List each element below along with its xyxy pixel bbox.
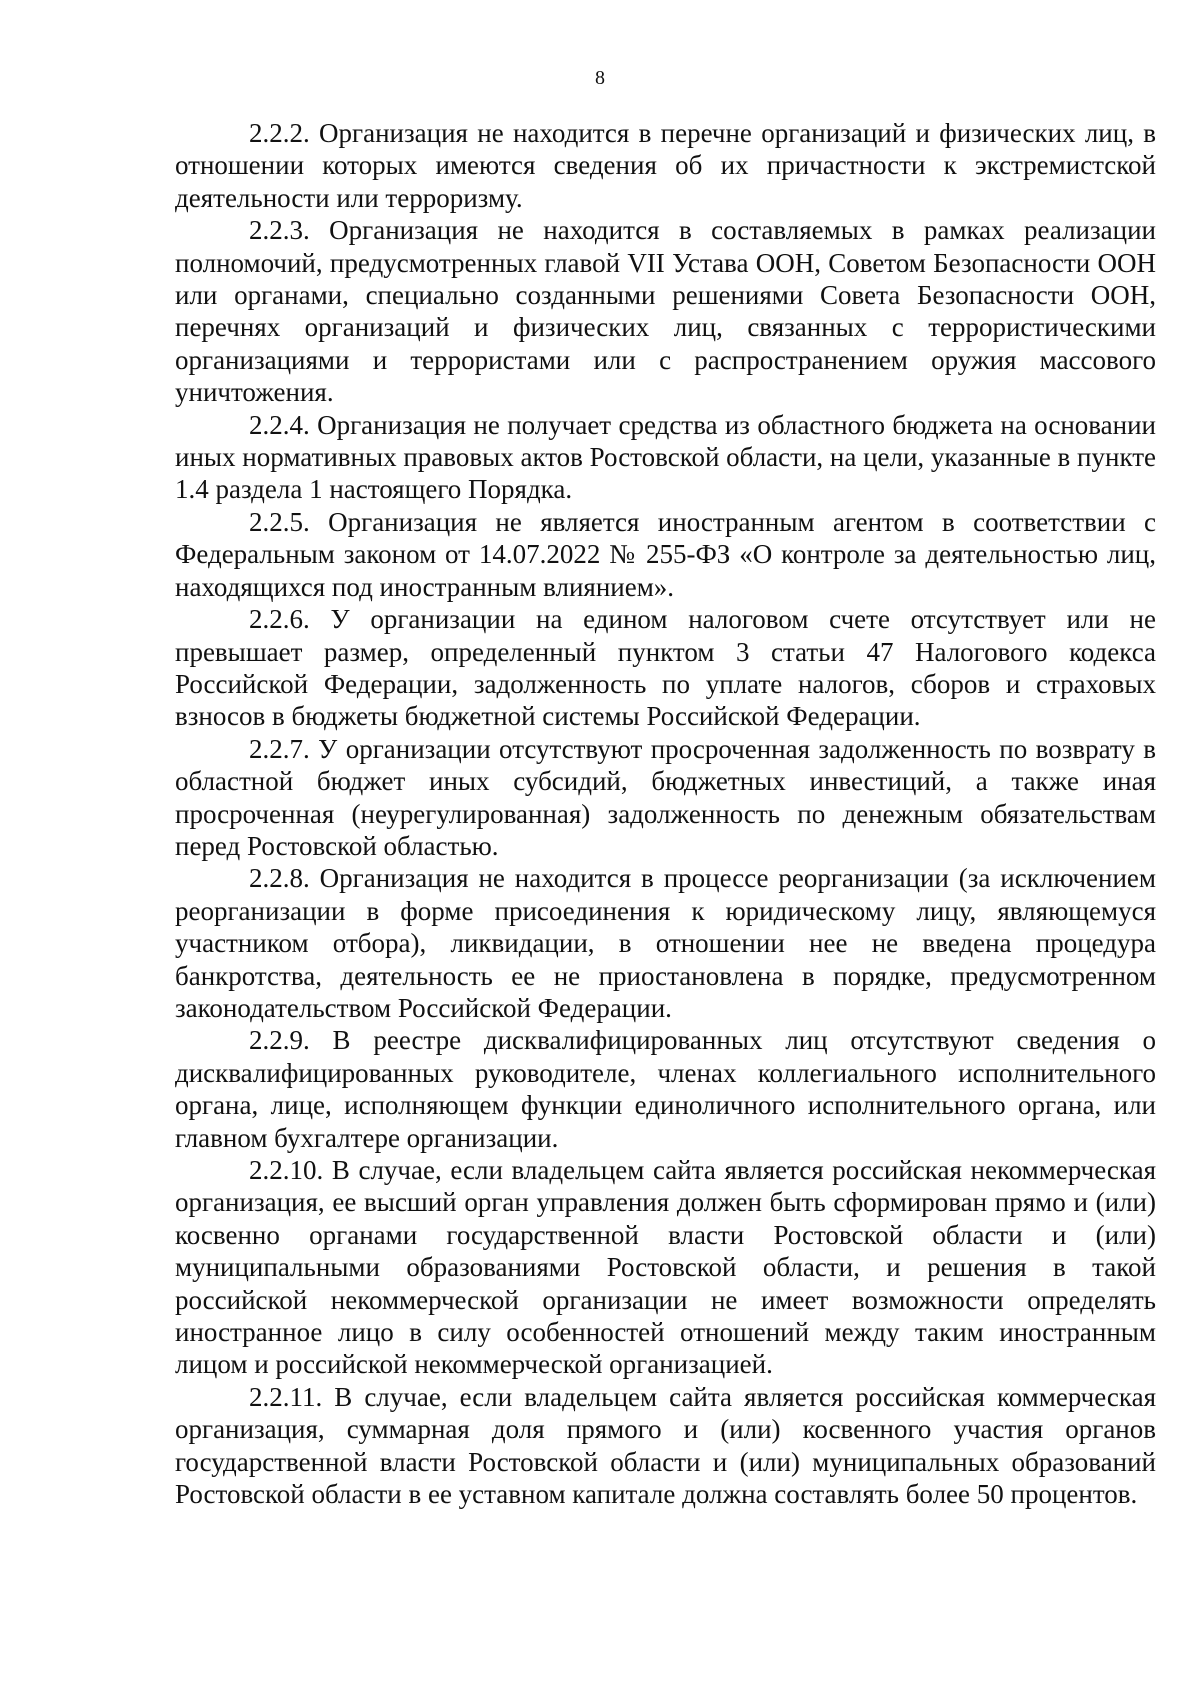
paragraph-2-2-8: 2.2.8. Организация не находится в процессе реорганизации (за исключением реорганизации в форме присоединения к юридическому лицу, являющемуся участником отбора), ликвидации, в отношении нее не введена процедура банкротства, деятельность ее не приостановлена в порядке, предусмотренном законодательством Российской Федерации. bbox=[175, 863, 1156, 1023]
paragraph-2-2-5: 2.2.5. Организация не является иностранным агентом в соответствии с Федеральным законом от 14.07.2022 № 255-ФЗ «О контроле за деятельностью лиц, находящихся под иностранным влиянием». bbox=[175, 506, 1156, 602]
paragraph-2-2-3: 2.2.3. Организация не находится в составляемых в рамках реализации полномочий, предусмотренных главой VII Устава ООН, Советом Безопасности ООН или органами, специально созданными решениями Совета Безопасности ООН, перечнях организаций и физических лиц, связанных с террористическими организациями и террористами или с распространением оружия массового уничтожения. bbox=[175, 215, 1156, 408]
paragraph-2-2-2: 2.2.2. Организация не находится в перечне организаций и физических лиц, в отношении которых имеются сведения об их причастности к экстремистской деятельности или терроризму. bbox=[175, 118, 1156, 213]
paragraph-2-2-4: 2.2.4. Организация не получает средства из областного бюджета на основании иных нормативных правовых актов Ростовской области, на цели, указанные в пункте 1.4 раздела 1 настоящего Порядка. bbox=[175, 409, 1156, 505]
document-body bbox=[175, 117, 1156, 1510]
paragraph-2-2-7: 2.2.7. У организации отсутствуют просроченная задолженность по возврату в областной бюджет иных субсидий, бюджетных инвестиций, а также иная просроченная (неурегулированная) задолженность по денежным обязательствам перед Ростовской областью. bbox=[175, 733, 1156, 861]
page-number: 8 bbox=[595, 67, 605, 89]
paragraph-2-2-9: 2.2.9. В реестре дисквалифицированных лиц отсутствуют сведения о дисквалифицированных руководителе, членах коллегиального исполнительного органа, лице, исполняющем функции единоличного исполнительного органа, или главном бухгалтере организации. bbox=[175, 1025, 1156, 1153]
paragraph-2-2-10: 2.2.10. В случае, если владельцем сайта является российская некоммерческая организация, ее высший орган управления должен быть сформирован прямо и (или) косвенно органами государственной власти Ростовской области и (или) муниципальными образованиями Ростовской области, и решения в такой российской некоммерческой организации не имеет возможности определять иностранное лицо в силу особенностей отношений между таким иностранным лицом и российской некоммерческой организацией. bbox=[175, 1155, 1156, 1380]
paragraph-2-2-11: 2.2.11. В случае, если владельцем сайта является российская коммерческая организация, суммарная доля прямого и (или) косвенного участия органов государственной власти Ростовской области и (или) муниципальных образований Ростовской области в ее уставном капитале должна составлять более 50 процентов. bbox=[175, 1381, 1156, 1510]
paragraph-2-2-6: 2.2.6. У организации на едином налоговом счете отсутствует или не превышает размер, определенный пунктом 3 статьи 47 Налогового кодекса Российской Федерации, задолженность по уплате налогов, сборов и страховых взносов в бюджеты бюджетной системы Российской Федерации. bbox=[175, 604, 1156, 732]
